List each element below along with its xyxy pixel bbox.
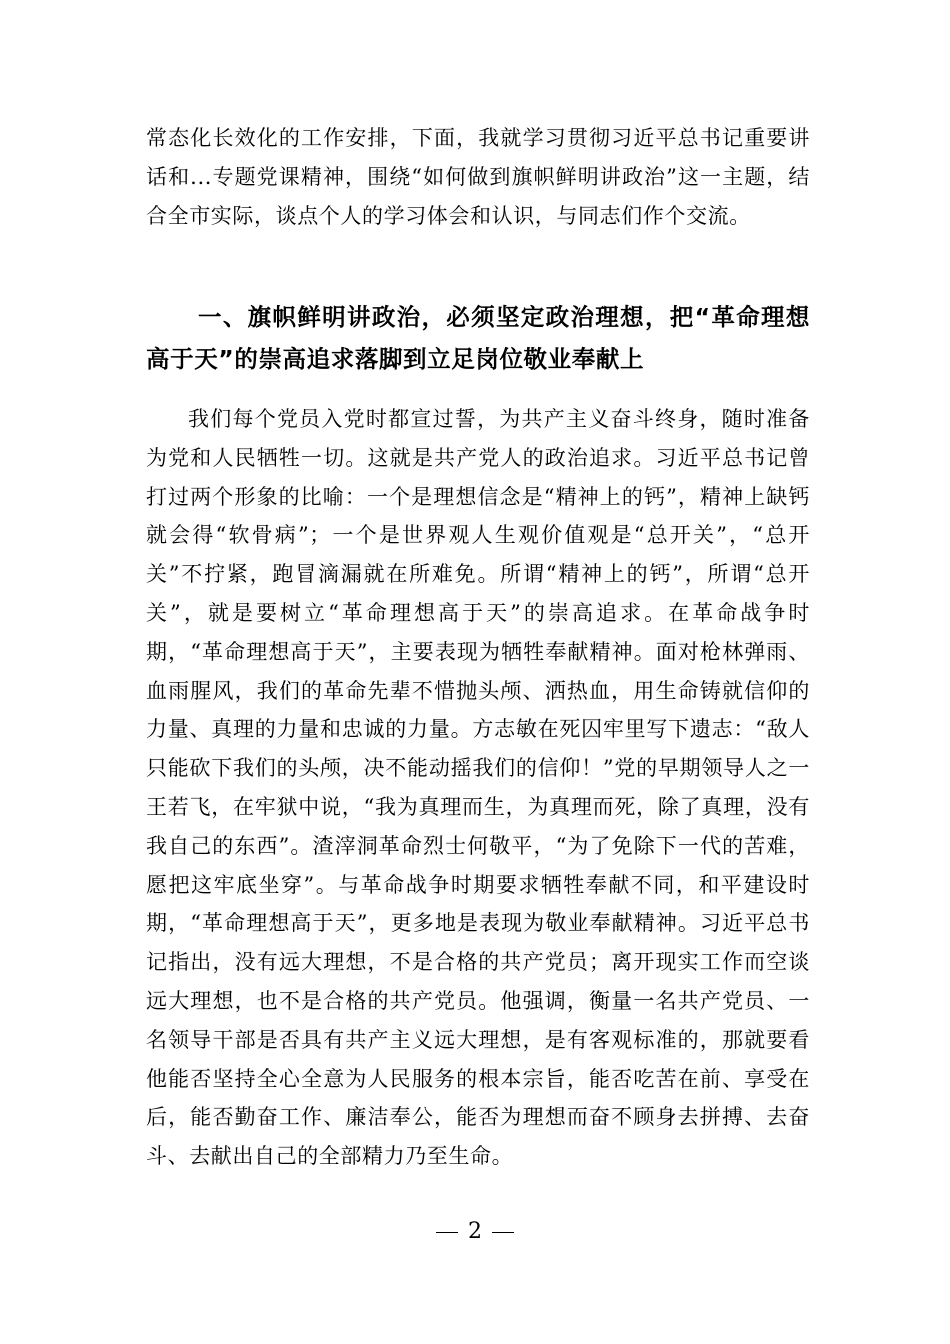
section-heading: 一、旗帜鲜明讲政治，必须坚定政治理想，把“革命理想高于天”的崇高追求落脚到立足岗位敬业奉献上: [146, 303, 810, 373]
footer-dash-right: [492, 1232, 514, 1233]
body-paragraph: 我们每个党员入党时都宣过誓，为共产主义奋斗终身，随时准备为党和人民牺牲一切。这就是共产党人的政治追求。习近平总书记曾打过两个形象的比喻：一个是理想信念是“精神上的钙”，精神上缺钙就会得“软骨病”；一个是世界观人生观价值观是“总开关”，“总开关”不拧紧，跑冒滴漏就在所难免。所谓“精神上的钙”，所谓“总开关”，就是要树立“革命理想高于天”的崇高追求。在革命战争时期，“革命理想高于天”，主要表现为牺牲奉献精神。面对枪林弹雨、血雨腥风，我们的革命先辈不惜抛头颅、洒热血，用生命铸就信仰的力量、真理的力量和忠诚的力量。方志敏在死囚牢里写下遗志：“敌人只能砍下我们的头颅，决不能动摇我们的信仰！”党的早期领导人之一王若飞，在牢狱中说，“我为真理而生，为真理而死，除了真理，没有我自己的东西”。渣滓洞革命烈士何敬平，“为了免除下一代的苦难，愿把这牢底坐穿”。与革命战争时期要求牺牲奉献不同，和平建设时期，“革命理想高于天”，更多地是表现为敬业奉献精神。习近平总书记指出，没有远大理想，不是合格的共产党员；离开现实工作而空谈远大理想，也不是合格的共产党员。他强调，衡量一名共产党员、一名领导干部是否具有共产主义远大理想，是有客观标准的，那就要看他能否坚持全心全意为人民服务的根本宗旨，能否吃苦在前、享受在后，能否勤奋工作、廉洁奉公，能否为理想而奋不顾身去拼搏、去奋斗、去献出自己的全部精力乃至生命。: [146, 407, 810, 1169]
page-number: 2: [468, 1219, 482, 1244]
page-footer: [0, 1219, 950, 1244]
footer-dash-left: [436, 1232, 458, 1233]
continuation-paragraph: 常态化长效化的工作安排，下面，我就学习贯彻习近平总书记重要讲话和...专题党课精神，围绕“如何做到旗帜鲜明讲政治”这一主题，结合全市实际，谈点个人的学习体会和认识，与同志们作个交流。: [146, 126, 810, 228]
